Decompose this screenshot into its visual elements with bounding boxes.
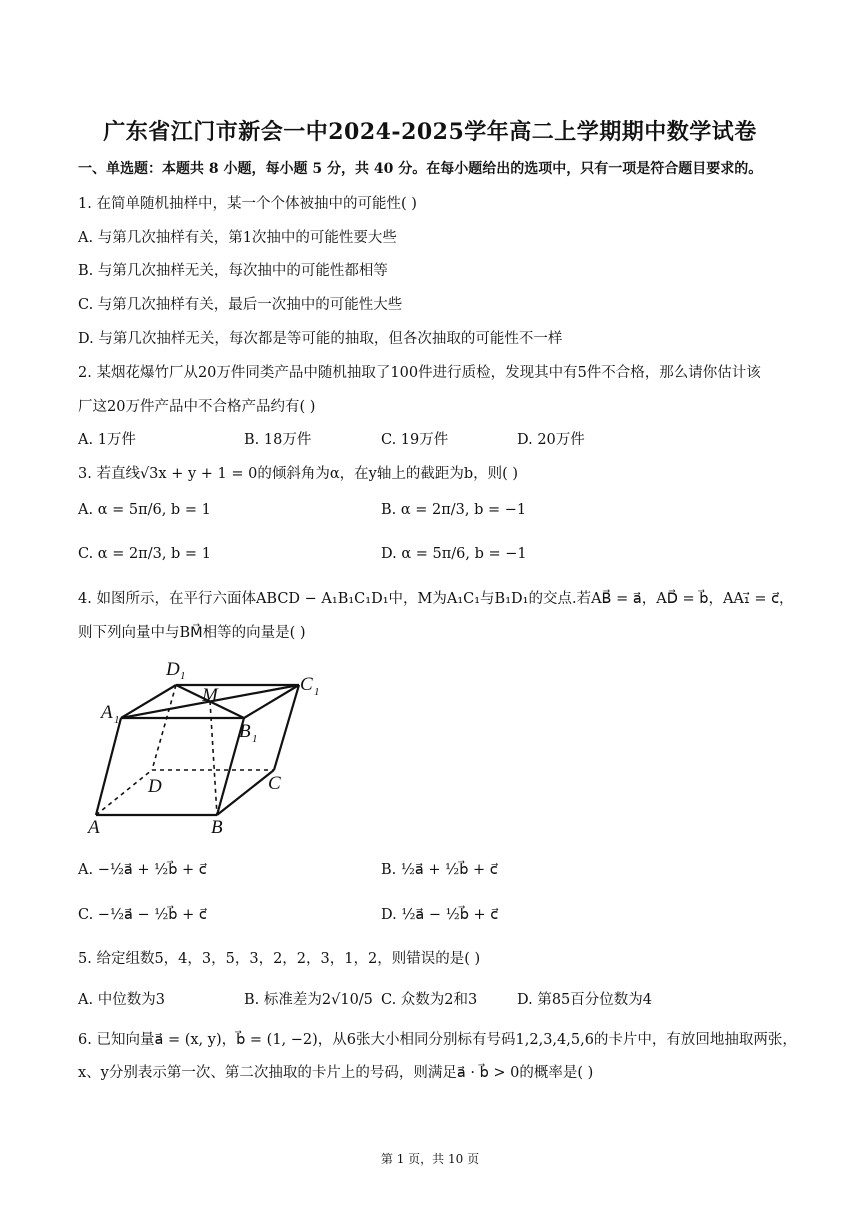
q4-stem-line1: 4. 如图所示，在平行六面体ABCD − A₁B₁C₁D₁中，M为A₁C₁与B₁D₁的交点.若AB⃗ = a⃗，AD⃗ = b⃗，AA₁⃗ = c⃗， — [78, 591, 794, 607]
section-heading: 一、单选题：本题共 8 小题，每小题 5 分，共 40 分。在每小题给出的选项中，只有一项是符合题目要求的。 — [78, 161, 763, 177]
q4-option-a: A. −½a⃗ + ½b⃗ + c⃗ — [78, 862, 207, 878]
q2-stem-line1: 2. 某烟花爆竹厂从20万件同类产品中随机抽取了100件进行质检，发现其中有5件不合格，那么请你估计该 — [78, 365, 761, 381]
q1-stem: 1. 在简单随机抽样中，某一个个体被抽中的可能性( ) — [78, 196, 417, 212]
q6-stem-line2: x、y分别表示第一次、第二次抽取的卡片上的号码，则满足a⃗ · b⃗ > 0的概率是( ) — [78, 1065, 594, 1081]
q2-option-c: C. 19万件 — [381, 432, 449, 448]
q6-stem-line1: 6. 已知向量a⃗ = (x, y)，b⃗ = (1, −2)，从6张大小相同分别标有号码1,2,3,4,5,6的卡片中，有放回地抽取两张， — [78, 1032, 797, 1048]
label-d: D — [148, 776, 162, 797]
label-c1: C — [300, 674, 313, 695]
label-b1-sub: 1 — [252, 733, 258, 745]
q1-option-a: A. 与第几次抽样有关，第1次抽中的可能性要大些 — [78, 230, 397, 246]
parallelepiped-figure — [84, 655, 334, 835]
q2-option-d: D. 20万件 — [517, 432, 585, 448]
q3-option-c: C. α = 2π/3, b = 1 — [78, 546, 211, 562]
label-a1: A — [101, 702, 113, 723]
q5-option-c: C. 众数为2和3 — [381, 992, 478, 1008]
q4-option-b: B. ½a⃗ + ½b⃗ + c⃗ — [381, 862, 498, 878]
page-title: 广东省江门市新会一中2024-2025学年高二上学期期中数学试卷 — [103, 119, 757, 145]
q2-option-a: A. 1万件 — [78, 432, 136, 448]
label-m: M — [202, 685, 218, 706]
q3-stem: 3. 若直线√3x + y + 1 = 0的倾斜角为α，在y轴上的截距为b，则( ) — [78, 466, 519, 482]
q5-option-b: B. 标准差为2√10/5 — [244, 992, 373, 1008]
q1-option-d: D. 与第几次抽样无关，每次都是等可能的抽取，但各次抽取的可能性不一样 — [78, 331, 563, 347]
q3-option-a: A. α = 5π/6, b = 1 — [78, 502, 211, 518]
label-a1-sub: 1 — [114, 714, 120, 726]
q3-option-d: D. α = 5π/6, b = −1 — [381, 546, 527, 562]
label-b: B — [211, 817, 223, 835]
label-c1-sub: 1 — [314, 686, 320, 698]
q1-option-c: C. 与第几次抽样有关，最后一次抽中的可能性大些 — [78, 297, 403, 313]
q2-option-b: B. 18万件 — [244, 432, 312, 448]
q4-option-c: C. −½a⃗ − ½b⃗ + c⃗ — [78, 907, 207, 923]
q1-option-b: B. 与第几次抽样无关，每次抽中的可能性都相等 — [78, 263, 388, 279]
label-d1: D — [166, 659, 180, 680]
label-a: A — [88, 817, 100, 835]
label-d1-sub: 1 — [180, 670, 186, 682]
q2-stem-line2: 厂这20万件产品中不合格产品约有( ) — [78, 399, 316, 415]
q4-option-d: D. ½a⃗ − ½b⃗ + c⃗ — [381, 907, 499, 923]
q5-option-d: D. 第85百分位数为4 — [517, 992, 653, 1008]
label-b1: B — [239, 721, 251, 742]
page-footer: 第 1 页，共 10 页 — [380, 1152, 480, 1166]
q4-stem-line2: 则下列向量中与BM⃗相等的向量是( ) — [78, 625, 306, 641]
q5-stem: 5. 给定组数5，4，3，5，3，2，2，3，1，2，则错误的是( ) — [78, 951, 481, 967]
q5-option-a: A. 中位数为3 — [78, 992, 165, 1008]
label-c: C — [268, 773, 281, 794]
q3-option-b: B. α = 2π/3, b = −1 — [381, 502, 527, 518]
